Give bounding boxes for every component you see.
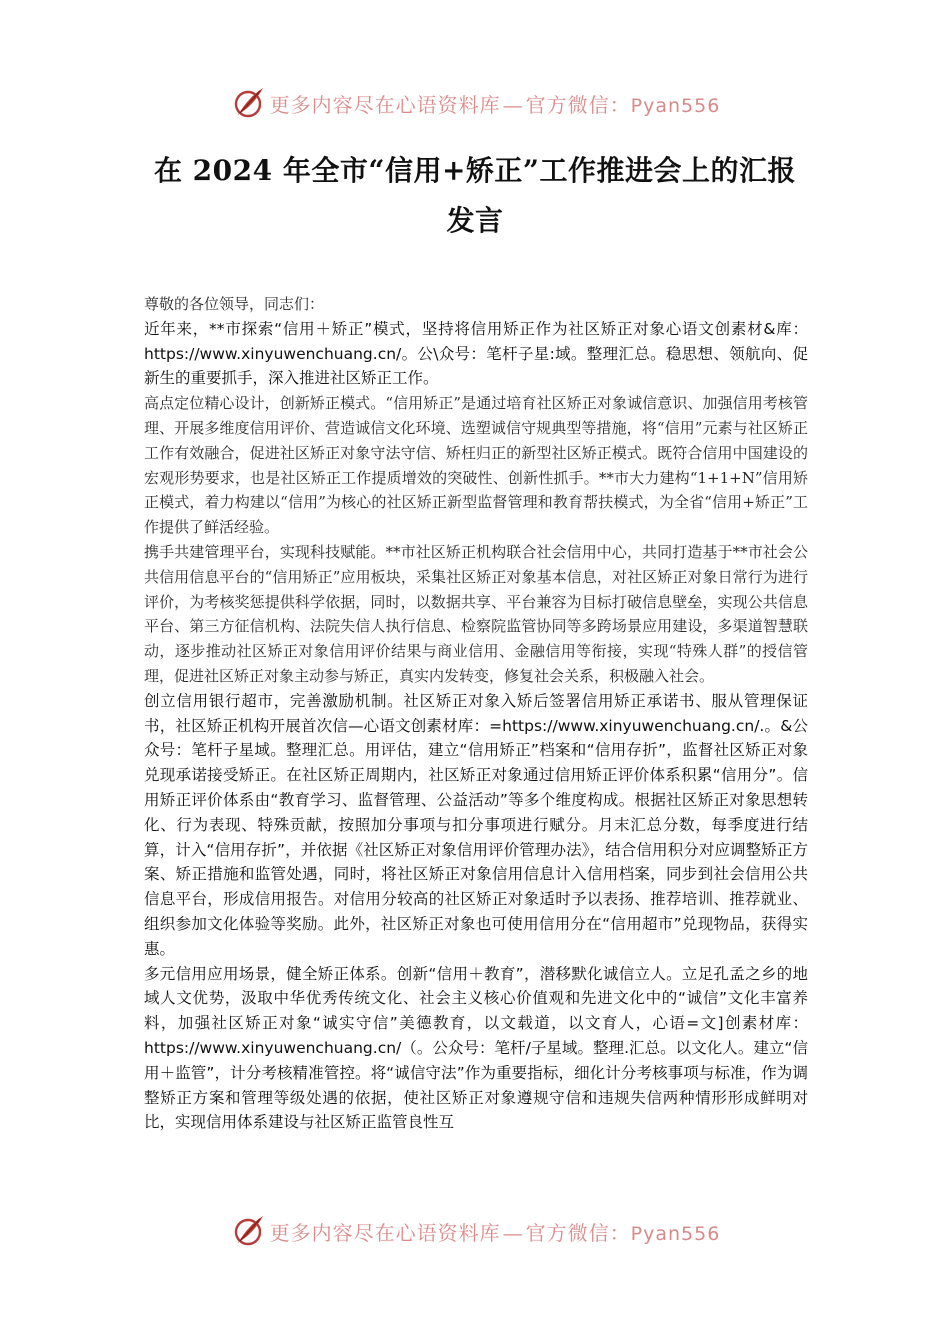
platform-paragraph: 携手共建管理平台，实现科技赋能。**市社区矫正机构联合社会信用中心，共同打造基于**市社会公共信用信息平台的“信用矫正”应用板块，采集社区矫正对象基本信息，对社区矫正对象日常行为进行评价，为考核奖惩提供科学依据，同时，以数据共享、平台兼容为目标打破信息壁垒，实现公共信息平台、第三方征信机构、法院失信人执行信息、检察院监管协同等多跨场景应用建设，多渠道智慧联动，逐步推动社区矫正对象信用评价结果与商业信用、金融信用等衔接，实现“特殊人群”的授信管理，促进社区矫正对象主动参与矫正，真实内发转变，修复社会关系，积极融入社会。: [144, 542, 808, 685]
watermark-wechat-id: Pyan556: [630, 1222, 721, 1245]
watermark-site: 更多内容尽在心语资料库: [269, 92, 501, 117]
footer-watermark: [0, 1211, 950, 1251]
watermark-separator: —: [502, 1220, 524, 1245]
feather-pen-logo-icon: [230, 85, 266, 121]
watermark-wechat-label: 官方微信：: [525, 1220, 631, 1245]
watermark-separator: —: [502, 92, 524, 117]
document-title: 在 2024 年全市“信用+矫正”工作推进会上的汇报发言: [153, 154, 797, 237]
document-body: [144, 292, 808, 1135]
intro-paragraph: 近年来，**市探索“信用＋矫正”模式，坚持将信用矫正作为社区矫正对象心语文创素材&库：https://www.xinyuwenchuang.cn/。公\众号：笔杆子星:域。整理汇总。稳思想、领航向、促新生的重要抓手，深入推进社区矫正工作。: [144, 319, 808, 388]
watermark-text: [270, 89, 721, 118]
watermark-wechat-id: Pyan556: [630, 94, 721, 117]
watermark-site: 更多内容尽在心语资料库: [269, 1220, 501, 1245]
feather-pen-logo-icon: [230, 1213, 266, 1249]
positioning-paragraph: 高点定位精心设计，创新矫正模式。“信用矫正”是通过培育社区矫正对象诚信意识、加强信用考核管理、开展多维度信用评价、营造诚信文化环境、选塑诚信守规典型等措施，将“信用”元素与社区矫正工作有效融合，促进社区矫正对象守法守信、矫枉归正的新型社区矫正模式。既符合信用中国建设的宏观形势要求，也是社区矫正工作提质增效的突破性、创新性抓手。**市大力建构“1+1+N”信用矫正模式，着力构建以“信用”为核心的社区矫正新型监督管理和教育帮扶模式，为全省“信用+矫正”工作提供了鲜活经验。: [144, 394, 808, 537]
salutation-paragraph: 尊敬的各位领导，同志们：: [144, 295, 325, 313]
application-scenario-paragraph: 多元信用应用场景，健全矫正体系。创新“信用＋教育”，潜移默化诚信立人。立足孔孟之乡的地域人文优势，汲取中华优秀传统文化、社会主义核心价值观和先进文化中的“诚信”文化丰富养料，加强社区矫正对象“诚实守信”美德教育，以文载道，以文育人，心语=文]创素材库：https://www.xinyuwenchuang.cn/（。公众号：笔杆/子星域。整理.汇总。以文化人。建立“信用＋监管”，计分考核精准管控。将“诚信守法”作为重要指标，细化计分考核事项与标准，作为调整矫正方案和管理等级处遇的依据，使社区矫正对象遵规守信和违规失信两种情形形成鲜明对比，实现信用体系建设与社区矫正监管良性互: [144, 964, 808, 1132]
header-watermark: [0, 83, 950, 123]
watermark-text: [270, 1217, 721, 1246]
credit-bank-paragraph: 创立信用银行超市，完善激励机制。社区矫正对象入矫后签署信用矫正承诺书、服从管理保证书，社区矫正机构开展首次信—心语文创素材库：=https://www.xinyuwenchuang.cn/.。&公众号：笔杆子星域。整理汇总。用评估，建立“信用矫正”档案和“信用存折”，监督社区矫正对象兑现承诺接受矫正。在社区矫正周期内，社区矫正对象通过信用矫正评价体系积累“信用分”。信用矫正评价体系由“教育学习、监督管理、公益活动”等多个维度构成。根据社区矫正对象思想转化、行为表现、特殊贡献，按照加分事项与扣分事项进行赋分。月末汇总分数，每季度进行结算，计入“信用存折”，并依据《社区矫正对象信用评价管理办法》，结合信用积分对应调整矫正方案、矫正措施和监管处遇，同时，将社区矫正对象信用信息计入信用档案，同步到社会信用公共信息平台，形成信用报告。对信用分较高的社区矫正对象适时予以表扬、推荐培训、推荐就业、组织参加文化体验等奖励。此外，社区矫正对象也可使用信用分在“信用超市”兑现物品，获得实惠。: [144, 691, 808, 958]
watermark-wechat-label: 官方微信：: [525, 92, 631, 117]
